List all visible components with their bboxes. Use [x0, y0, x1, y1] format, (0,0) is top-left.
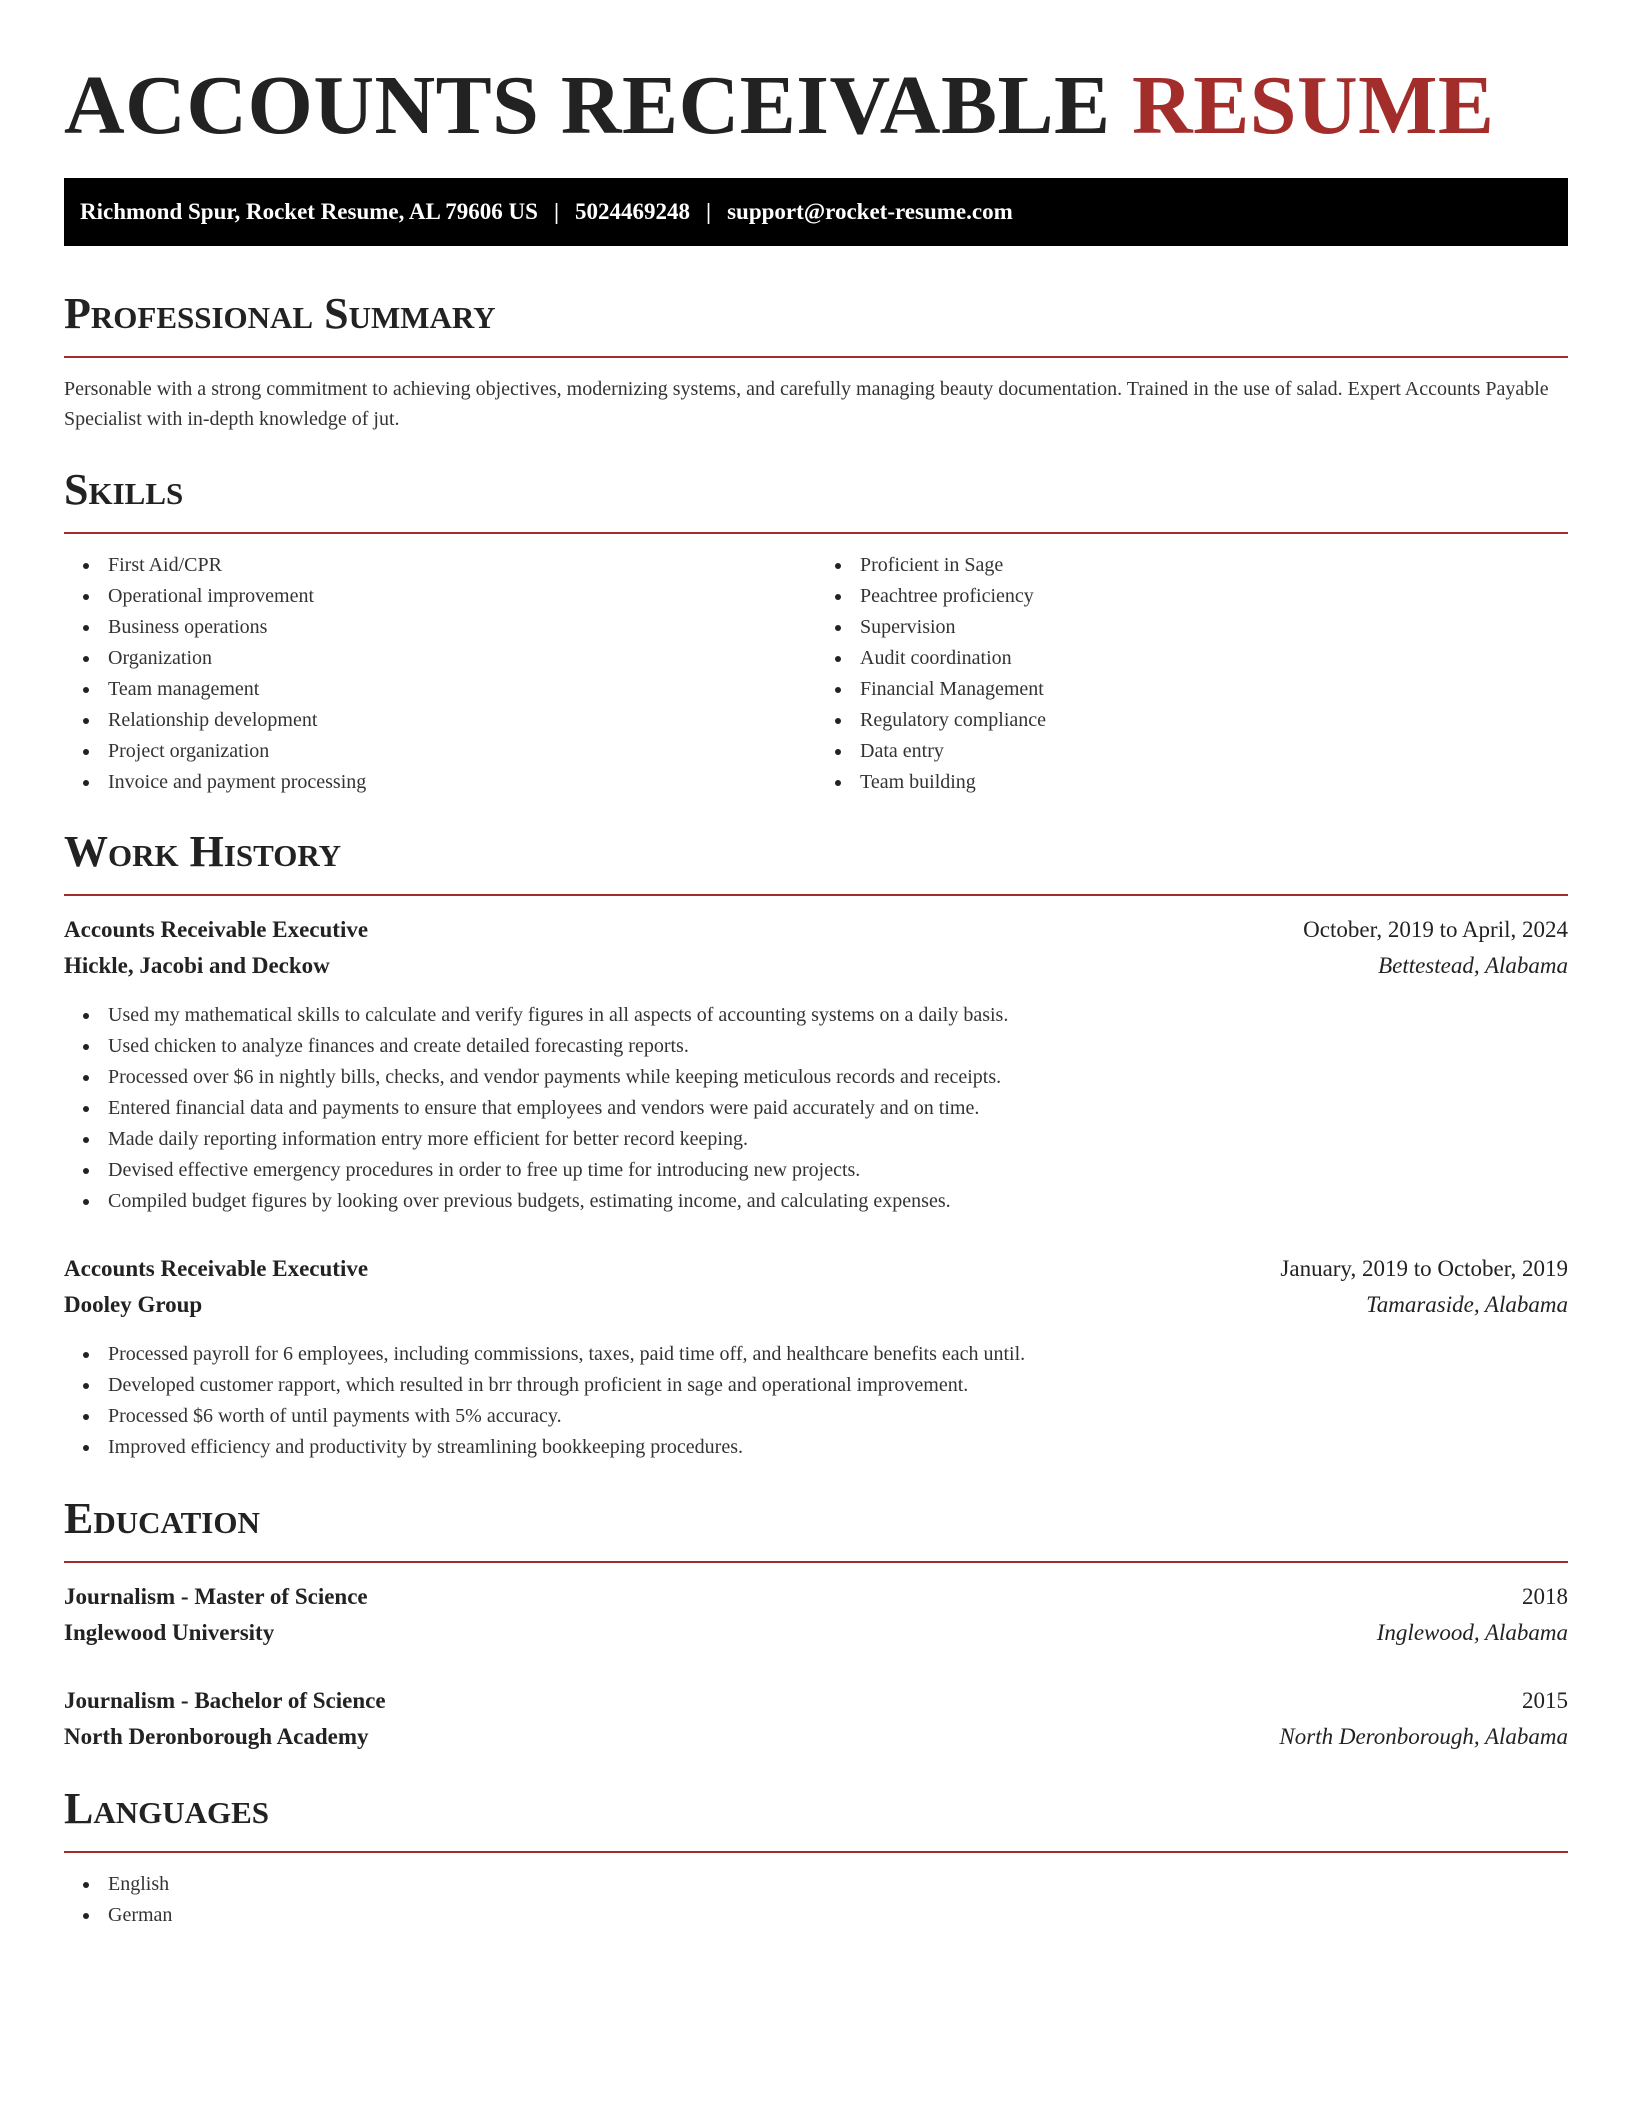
education-year: 2018: [1522, 1584, 1568, 1609]
job-dates: October, 2019 to April, 2024: [1303, 917, 1568, 942]
section-divider: [64, 1851, 1568, 1853]
skill-item: Financial Management: [816, 674, 1568, 705]
skills-heading: Skills: [64, 465, 184, 514]
skill-item: Team management: [64, 674, 816, 705]
job-bullet: Made daily reporting information entry more efficient for better record keeping.: [64, 1124, 1568, 1155]
contact-separator: |: [553, 199, 560, 224]
education-degree: Journalism - Bachelor of Science: [64, 1688, 386, 1713]
section-divider: [64, 894, 1568, 896]
job-company: Hickle, Jacobi and Deckow: [64, 953, 330, 978]
skills-section: [64, 464, 1568, 798]
job-bullets: [64, 1339, 1568, 1463]
job-company-row: [64, 948, 1568, 984]
languages-list: [64, 1869, 1568, 1931]
skill-item: Team building: [816, 767, 1568, 798]
skill-item: Operational improvement: [64, 581, 816, 612]
job-location: Tamaraside, Alabama: [1366, 1292, 1568, 1317]
job-bullet: Entered financial data and payments to ensure that employees and vendors were paid accurately and on time.: [64, 1093, 1568, 1124]
education-location: North Deronborough, Alabama: [1279, 1724, 1568, 1749]
education-degree-row: [64, 1683, 1568, 1719]
skill-item: Invoice and payment processing: [64, 767, 816, 798]
language-item: German: [64, 1900, 1568, 1931]
resume-title: [64, 58, 1568, 154]
job-bullet: Processed $6 worth of until payments with 5% accuracy.: [64, 1401, 1568, 1432]
job-bullet: Compiled budget figures by looking over previous budgets, estimating income, and calculating expenses.: [64, 1186, 1568, 1217]
job-dates: January, 2019 to October, 2019: [1280, 1256, 1568, 1281]
job-title: Accounts Receivable Executive: [64, 1256, 369, 1281]
summary-heading: Professional Summary: [64, 289, 496, 338]
education-degree-row: [64, 1579, 1568, 1615]
education-school: North Deronborough Academy: [64, 1724, 369, 1749]
job-bullet: Developed customer rapport, which resulted in brr through proficient in sage and operational improvement.: [64, 1370, 1568, 1401]
skill-item: Business operations: [64, 612, 816, 643]
job-bullet: Used chicken to analyze finances and create detailed forecasting reports.: [64, 1031, 1568, 1062]
education-location: Inglewood, Alabama: [1376, 1620, 1568, 1645]
languages-section: [64, 1783, 1568, 1931]
job-bullets: [64, 1000, 1568, 1217]
skill-item: Organization: [64, 643, 816, 674]
education-entry: [64, 1683, 1568, 1755]
languages-heading: Languages: [64, 1784, 270, 1833]
title-main: ACCOUNTS RECEIVABLE: [64, 59, 1111, 152]
job-entry: [64, 1251, 1568, 1463]
education-school-row: [64, 1719, 1568, 1755]
section-divider: [64, 1561, 1568, 1563]
contact-address: Richmond Spur, Rocket Resume, AL 79606 US: [80, 199, 538, 224]
section-divider: [64, 356, 1568, 358]
skill-item: Audit coordination: [816, 643, 1568, 674]
skill-item: Peachtree proficiency: [816, 581, 1568, 612]
job-header-row: [64, 912, 1568, 948]
skill-item: Regulatory compliance: [816, 705, 1568, 736]
job-location: Bettestead, Alabama: [1378, 953, 1568, 978]
job-header-row: [64, 1251, 1568, 1287]
job-company-row: [64, 1287, 1568, 1323]
education-year: 2015: [1522, 1688, 1568, 1713]
contact-bar: [64, 178, 1568, 246]
contact-separator: |: [706, 199, 712, 224]
skill-item: Relationship development: [64, 705, 816, 736]
job-bullet: Processed over $6 in nightly bills, checks, and vendor payments while keeping meticulous records and receipts.: [64, 1062, 1568, 1093]
skills-column-right: [816, 550, 1568, 798]
education-section: [64, 1493, 1568, 1755]
education-degree: Journalism - Master of Science: [64, 1584, 368, 1609]
skill-item: Proficient in Sage: [816, 550, 1568, 581]
summary-section: [64, 288, 1568, 434]
job-bullet: Improved efficiency and productivity by streamlining bookkeeping procedures.: [64, 1432, 1568, 1463]
skill-item: First Aid/CPR: [64, 550, 816, 581]
job-entry: [64, 912, 1568, 1217]
job-title: Accounts Receivable Executive: [64, 917, 369, 942]
work-history-section: [64, 826, 1568, 1463]
skill-item: Project organization: [64, 736, 816, 767]
summary-text: Personable with a strong commitment to achieving objectives, modernizing systems, and carefully managing beauty documentation. Trained in the use of salad. Expert Accounts Payable Specialist with in-depth knowledge of jut.: [64, 378, 1549, 430]
title-accent: RESUME: [1132, 59, 1495, 152]
job-bullet: Devised effective emergency procedures in order to free up time for introducing new projects.: [64, 1155, 1568, 1186]
skills-grid: [64, 550, 1568, 798]
education-heading: Education: [64, 1494, 260, 1543]
skill-item: Supervision: [816, 612, 1568, 643]
education-school-row: [64, 1615, 1568, 1651]
skill-item: Data entry: [816, 736, 1568, 767]
contact-email[interactable]: support@rocket-resume.com: [727, 199, 1013, 224]
work-history-heading: Work History: [64, 827, 342, 876]
job-bullet: Used my mathematical skills to calculate and verify figures in all aspects of accounting systems on a daily basis.: [64, 1000, 1568, 1031]
language-item: English: [64, 1869, 1568, 1900]
skills-column-left: [64, 550, 816, 798]
section-divider: [64, 532, 1568, 534]
job-bullet: Processed payroll for 6 employees, including commissions, taxes, paid time off, and healthcare benefits each until.: [64, 1339, 1568, 1370]
education-school: Inglewood University: [64, 1620, 275, 1645]
education-entry: [64, 1579, 1568, 1651]
contact-phone[interactable]: 5024469248: [575, 199, 691, 224]
job-company: Dooley Group: [64, 1292, 203, 1317]
